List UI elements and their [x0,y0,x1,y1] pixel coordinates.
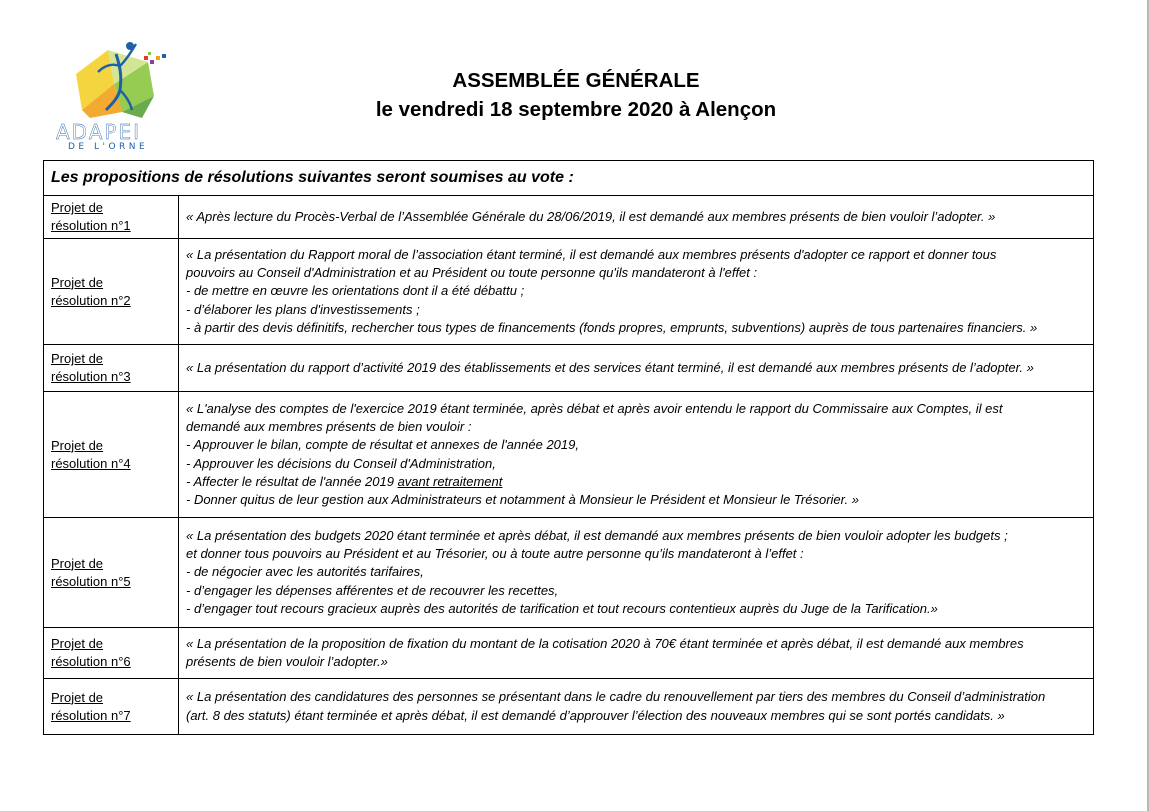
logo-name: ADAPEI [56,120,142,144]
resolution-text-7: « La présentation des candidatures des personnes se présentant dans le cadre du renouvellement par tiers des membres du Conseil d’administration (art. 8 des statuts) étant terminée et après débat, il est demandé d’approuver l’élection des nouveaux membres qui se sont portés candidats. » [179,679,1094,735]
resolution-row-4 [44,392,1094,518]
underlined-phrase: avant retraitement [397,473,503,489]
resolution-row-5 [44,518,1094,628]
resolution-text-2: « La présentation du Rapport moral de l’association étant terminé, il est demandé aux membres présents d'adopter ce rapport et donner tous pouvoirs au Conseil d'Administration et au Président ou toute personne qu'ils mandateront à l'effet : - de mettre en œuvre les orientations dont il a été débattu ; - d’élaborer les plans d'investissements ; - à partir des devis définitifs, rechercher tous types de financements (fonds propres, emprunts, subventions) auprès de tous partenaires financiers. » [179,239,1094,345]
resolution-4-line-5: - Affecter le résultat de l'année 2019 avant retraitement [186,473,503,489]
resolution-label-2: Projet de résolution n°2 [44,239,179,345]
resolution-row-1 [44,196,1094,239]
resolution-label-4: Projet de résolution n°4 [44,392,179,518]
resolution-text-6: « La présentation de la proposition de fixation du montant de la cotisation 2020 à 70€ étant terminée et après débat, il est demandé aux membres présents de bien vouloir l’adopter.» [179,628,1094,679]
title-line-2: le vendredi 18 septembre 2020 à Alençon [375,98,777,121]
resolution-label-1: Projet de résolution n°1 [44,196,179,239]
intro-row [44,161,1094,196]
resolution-label-6: Projet de résolution n°6 [44,628,179,679]
resolution-row-6 [44,628,1094,679]
resolution-text-5: « La présentation des budgets 2020 étant terminée et après débat, il est demandé aux membres présents de bien vouloir adopter les budgets ; et donner tous pouvoirs au Président et au Trésorier, ou à toute autre personne qu’ils mandateront à l’effet : - de négocier avec les autorités tarifaires, - d’engager les dépenses afférentes et de recouvrer les recettes, - d’engager tout recours gracieux auprès des autorités de tarification et tout recours contentieux auprès du Juge de la Tarification.» [179,518,1094,628]
logo-graphic [50,32,178,124]
resolution-row-3 [44,345,1094,392]
resolution-row-2 [44,239,1094,345]
resolution-label-5: Projet de résolution n°5 [44,518,179,628]
resolution-label-3: Projet de résolution n°3 [44,345,179,392]
resolution-row-7 [44,679,1094,735]
adapei-logo [50,32,178,154]
resolution-label-7: Projet de résolution n°7 [44,679,179,735]
resolutions-table [43,160,1094,735]
logo-subtitle: DE L'ORNE [68,142,149,152]
document-title [300,66,852,124]
resolution-text-4: « L'analyse des comptes de l'exercice 2019 étant terminée, après débat et après avoir entendu le rapport du Commissaire aux Comptes, il est demandé aux membres présents de bien vouloir : - Approuver le bilan, compte de résultat et annexes de l'année 2019, - Approuver les décisions du Conseil d'Administration, - Affecter le résultat de l'année 2019 avant retraitement - Donner quitus de leur gestion aux Administrateurs et notamment à Monsieur le Président et Monsieur le Trésorier. » [179,392,1094,518]
title-line-1: ASSEMBLÉE GÉNÉRALE [452,69,700,92]
resolution-text-1: « Après lecture du Procès-Verbal de l’Assemblée Générale du 28/06/2019, il est demandé aux membres présents de bien vouloir l’adopter. » [179,196,1094,239]
intro-text: Les propositions de résolutions suivantes seront soumises au vote : [44,161,1094,196]
resolution-text-3: « La présentation du rapport d’activité 2019 des établissements et des services étant terminé, il est demandé aux membres présents de l’adopter. » [179,345,1094,392]
